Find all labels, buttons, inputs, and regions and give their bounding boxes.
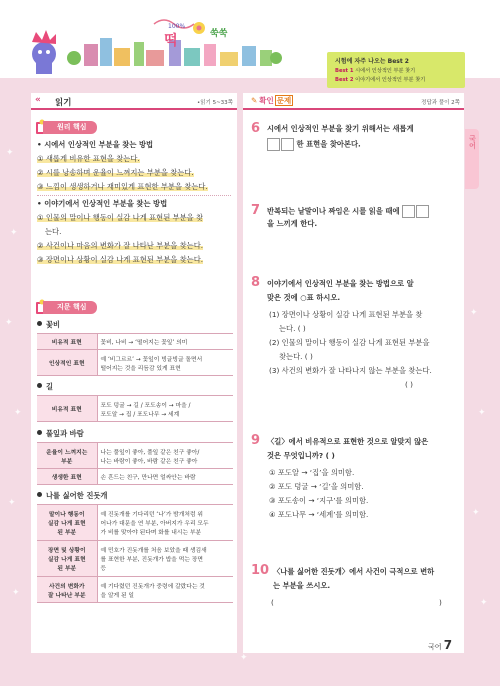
choice-item[interactable]: ( ) (405, 380, 414, 389)
info-table (37, 504, 233, 603)
best-2-label: Best 2 (335, 77, 354, 83)
question-text: 시에서 인상적인 부분을 찾기 위해서는 새롭게 (267, 124, 414, 133)
section-pages: •읽기 5~33쪽 (196, 100, 233, 106)
table-key: 운율이 느껴지는 부분 (37, 443, 97, 469)
choice-item[interactable]: ③ 포도송이 → ‘지구’를 의미함. (269, 496, 369, 505)
header-illustration (14, 14, 314, 78)
best-box (327, 52, 465, 88)
choice-item[interactable]: 는다. ( ) (279, 324, 306, 333)
principle-line: • 시에서 인상적인 부분을 찾는 방법 (37, 140, 154, 149)
reading-title-bar (31, 93, 237, 110)
table-key: 말이나 행동이 실감 나게 표현 된 부분 (37, 505, 97, 541)
principle-line: ③ 느낌이 생생하거나 재미있게 표현한 부분을 찾는다. (37, 182, 208, 191)
question-text: 맞은 것에 ○표 하시오. (267, 293, 341, 302)
table-value: 꽃비, 나비 → ‘떨어지는 꽃잎’ 의미 (97, 334, 233, 350)
group-title: 길 (37, 382, 53, 392)
table-key: 생생한 표현 (37, 469, 97, 485)
principle-line: • 이야기에서 인상적인 부분을 찾는 방법 (37, 199, 168, 208)
pencil-icon: ✎ (251, 96, 258, 105)
table-key: 사건의 변화가 잘 나타난 부분 (37, 577, 97, 603)
table-value: 예 기다렸던 진돗개가 중령에 갈랐다는 것 을 알게 된 일 (97, 577, 233, 603)
principle-heading (35, 121, 233, 135)
check-problem-tag: ✎ 확인 문제 (251, 96, 292, 105)
question-text: 이야기에서 인상적인 부분을 찾는 방법으로 알 (267, 279, 414, 288)
question-number: 6 (251, 121, 261, 136)
answer-box[interactable] (402, 205, 415, 218)
choice-item[interactable]: ④ 포도나무 → ‘세계’를 의미함. (269, 510, 369, 519)
principle-line: ① 인물의 말이나 행동이 실감 나게 표현된 부분을 찾 (37, 213, 204, 222)
principle-line: ② 시를 낭송하며 운율이 느껴지는 부분을 찾는다. (37, 168, 194, 177)
choice-item[interactable]: 찾는다. ( ) (279, 352, 313, 361)
table-key: 장면 및 상황이 실감 나게 표현 된 부분 (37, 541, 97, 577)
principle-line: ① 새롭게 비유한 표현을 찾는다. (37, 154, 140, 163)
question-text: 을 느끼게 한다. (267, 219, 318, 228)
question-number: 7 (251, 203, 261, 218)
table-key: 인상적인 표현 (37, 350, 97, 376)
table-value: 예 진돗개를 기다리던 ‘나’가 밤개처럼 위 어나가 대문을 연 부분, 아버지가 우리 모두 가 비를 맞아야 된다며 화를 내시는 부분 (97, 505, 233, 541)
info-table (37, 395, 233, 422)
info-table (37, 333, 233, 376)
question-text: 반복되는 낱말이나 짜임은 시를 읽을 때에 (267, 205, 429, 218)
principle-label: 원리 핵심 (43, 121, 97, 134)
table-value: 포도 덩굴 → 길 / 포도송이 → 마을 / 포도알 → 집 / 포도나무 → 세계 (97, 396, 233, 422)
group-title: 꽃비 (37, 320, 60, 330)
answer-reference: 정답과 풀이 2쪽 (421, 100, 460, 106)
question-text: 것은 무엇입니까? ( ) (267, 451, 335, 460)
question-number: 9 (251, 433, 261, 448)
group-title: 풀잎과 바람 (37, 429, 84, 439)
question-text: 〈길〉에서 비유적으로 표현한 것으로 알맞지 않은 (267, 437, 429, 446)
table-key: 비유적 표현 (37, 334, 97, 350)
left-column (31, 93, 237, 653)
answer-box[interactable] (267, 138, 280, 151)
table-value: 예 민호가 진돗개를 처음 보았을 때 생김새 를 표현한 부분, 진돗개가 밥을 먹는 장면 등 (97, 541, 233, 577)
logo-side-text: 쑥쑥 (210, 29, 228, 39)
principle-line: ③ 장면이나 상황이 실감 나게 표현된 부분을 찾는다. (37, 255, 204, 264)
group-title: 나를 싫어한 진돗개 (37, 491, 107, 501)
table-value: 나는 풀잎이 좋아, 풀잎 같은 친구 좋아/ 나는 바람이 좋아, 바람 같은 친구 좋아 (97, 443, 233, 469)
side-tab (465, 129, 479, 189)
best-1 (335, 67, 415, 74)
question-number: 8 (251, 275, 261, 290)
answer-box[interactable] (281, 138, 294, 151)
choice-item[interactable]: (1) 장면이나 상황이 실감 나게 표현된 부분을 찾 (269, 310, 423, 319)
best-2 (335, 76, 425, 83)
logo-small-text: 100% (168, 23, 186, 30)
logo-main-text: 떡 (164, 33, 178, 49)
page-background: ✦ ✦ ✦ ✦ ✦ ✦ ✦ ✦ ✦ ✦ ✦ (0, 78, 500, 686)
answer-blank-open: ( (271, 598, 274, 607)
table-value: 예 ‘비그르르’ → 꽃잎이 빙글빙글 돌면서 떨어지는 것을 리듬감 있게 표현 (97, 350, 233, 376)
check-title-bar (243, 93, 464, 110)
question-number: 10 (251, 563, 270, 578)
principle-line: 는다. (45, 227, 62, 236)
right-column (243, 93, 464, 653)
divider (37, 195, 231, 196)
answer-blank-close: ) (439, 598, 442, 607)
text-core-heading (35, 301, 233, 315)
section-title: 읽기 (55, 98, 72, 108)
page-footer (428, 638, 452, 652)
choice-item[interactable]: (3) 사건의 변화가 잘 나타나지 않는 부분을 찾는다. (269, 366, 432, 375)
question-text: 는 부분을 쓰시오. (273, 581, 331, 590)
text-core-label: 지문 핵심 (43, 301, 97, 314)
footer-label: 국어 (428, 643, 442, 651)
double-chevron-icon: « (35, 95, 41, 105)
best-2-text: 이야기에서 인상적인 부분 찾기 (355, 77, 426, 83)
info-table (37, 442, 233, 485)
best-box-title: 시험에 자주 나오는 Best 2 (335, 58, 409, 65)
choice-item[interactable]: ① 포도알 → ‘집’을 의미함. (269, 468, 355, 477)
choice-item[interactable]: (2) 인물의 말이나 행동이 실감 나게 표현된 부분을 (269, 338, 430, 347)
best-1-text: 시에서 인상적인 부분 찾기 (355, 68, 416, 74)
table-value: 손 흔드는 친구, 만나면 얼싸안는 바람 (97, 469, 233, 485)
answer-input-area[interactable] (277, 597, 437, 609)
choice-item[interactable]: ② 포도 덩굴 → ‘길’을 의미함. (269, 482, 364, 491)
table-key: 비유적 표현 (37, 396, 97, 422)
answer-box[interactable] (416, 205, 429, 218)
page-number: 7 (443, 638, 453, 652)
question-text: 〈나를 싫어한 진돗개〉에서 사건이 극적으로 변하 (273, 567, 435, 576)
principle-line: ② 사건이나 마음의 변화가 잘 나타난 부분을 찾는다. (37, 241, 204, 250)
side-tab-label: 국어 (468, 135, 477, 149)
question-text: 한 표현을 찾아본다. (267, 138, 361, 151)
best-1-label: Best 1 (335, 68, 354, 74)
